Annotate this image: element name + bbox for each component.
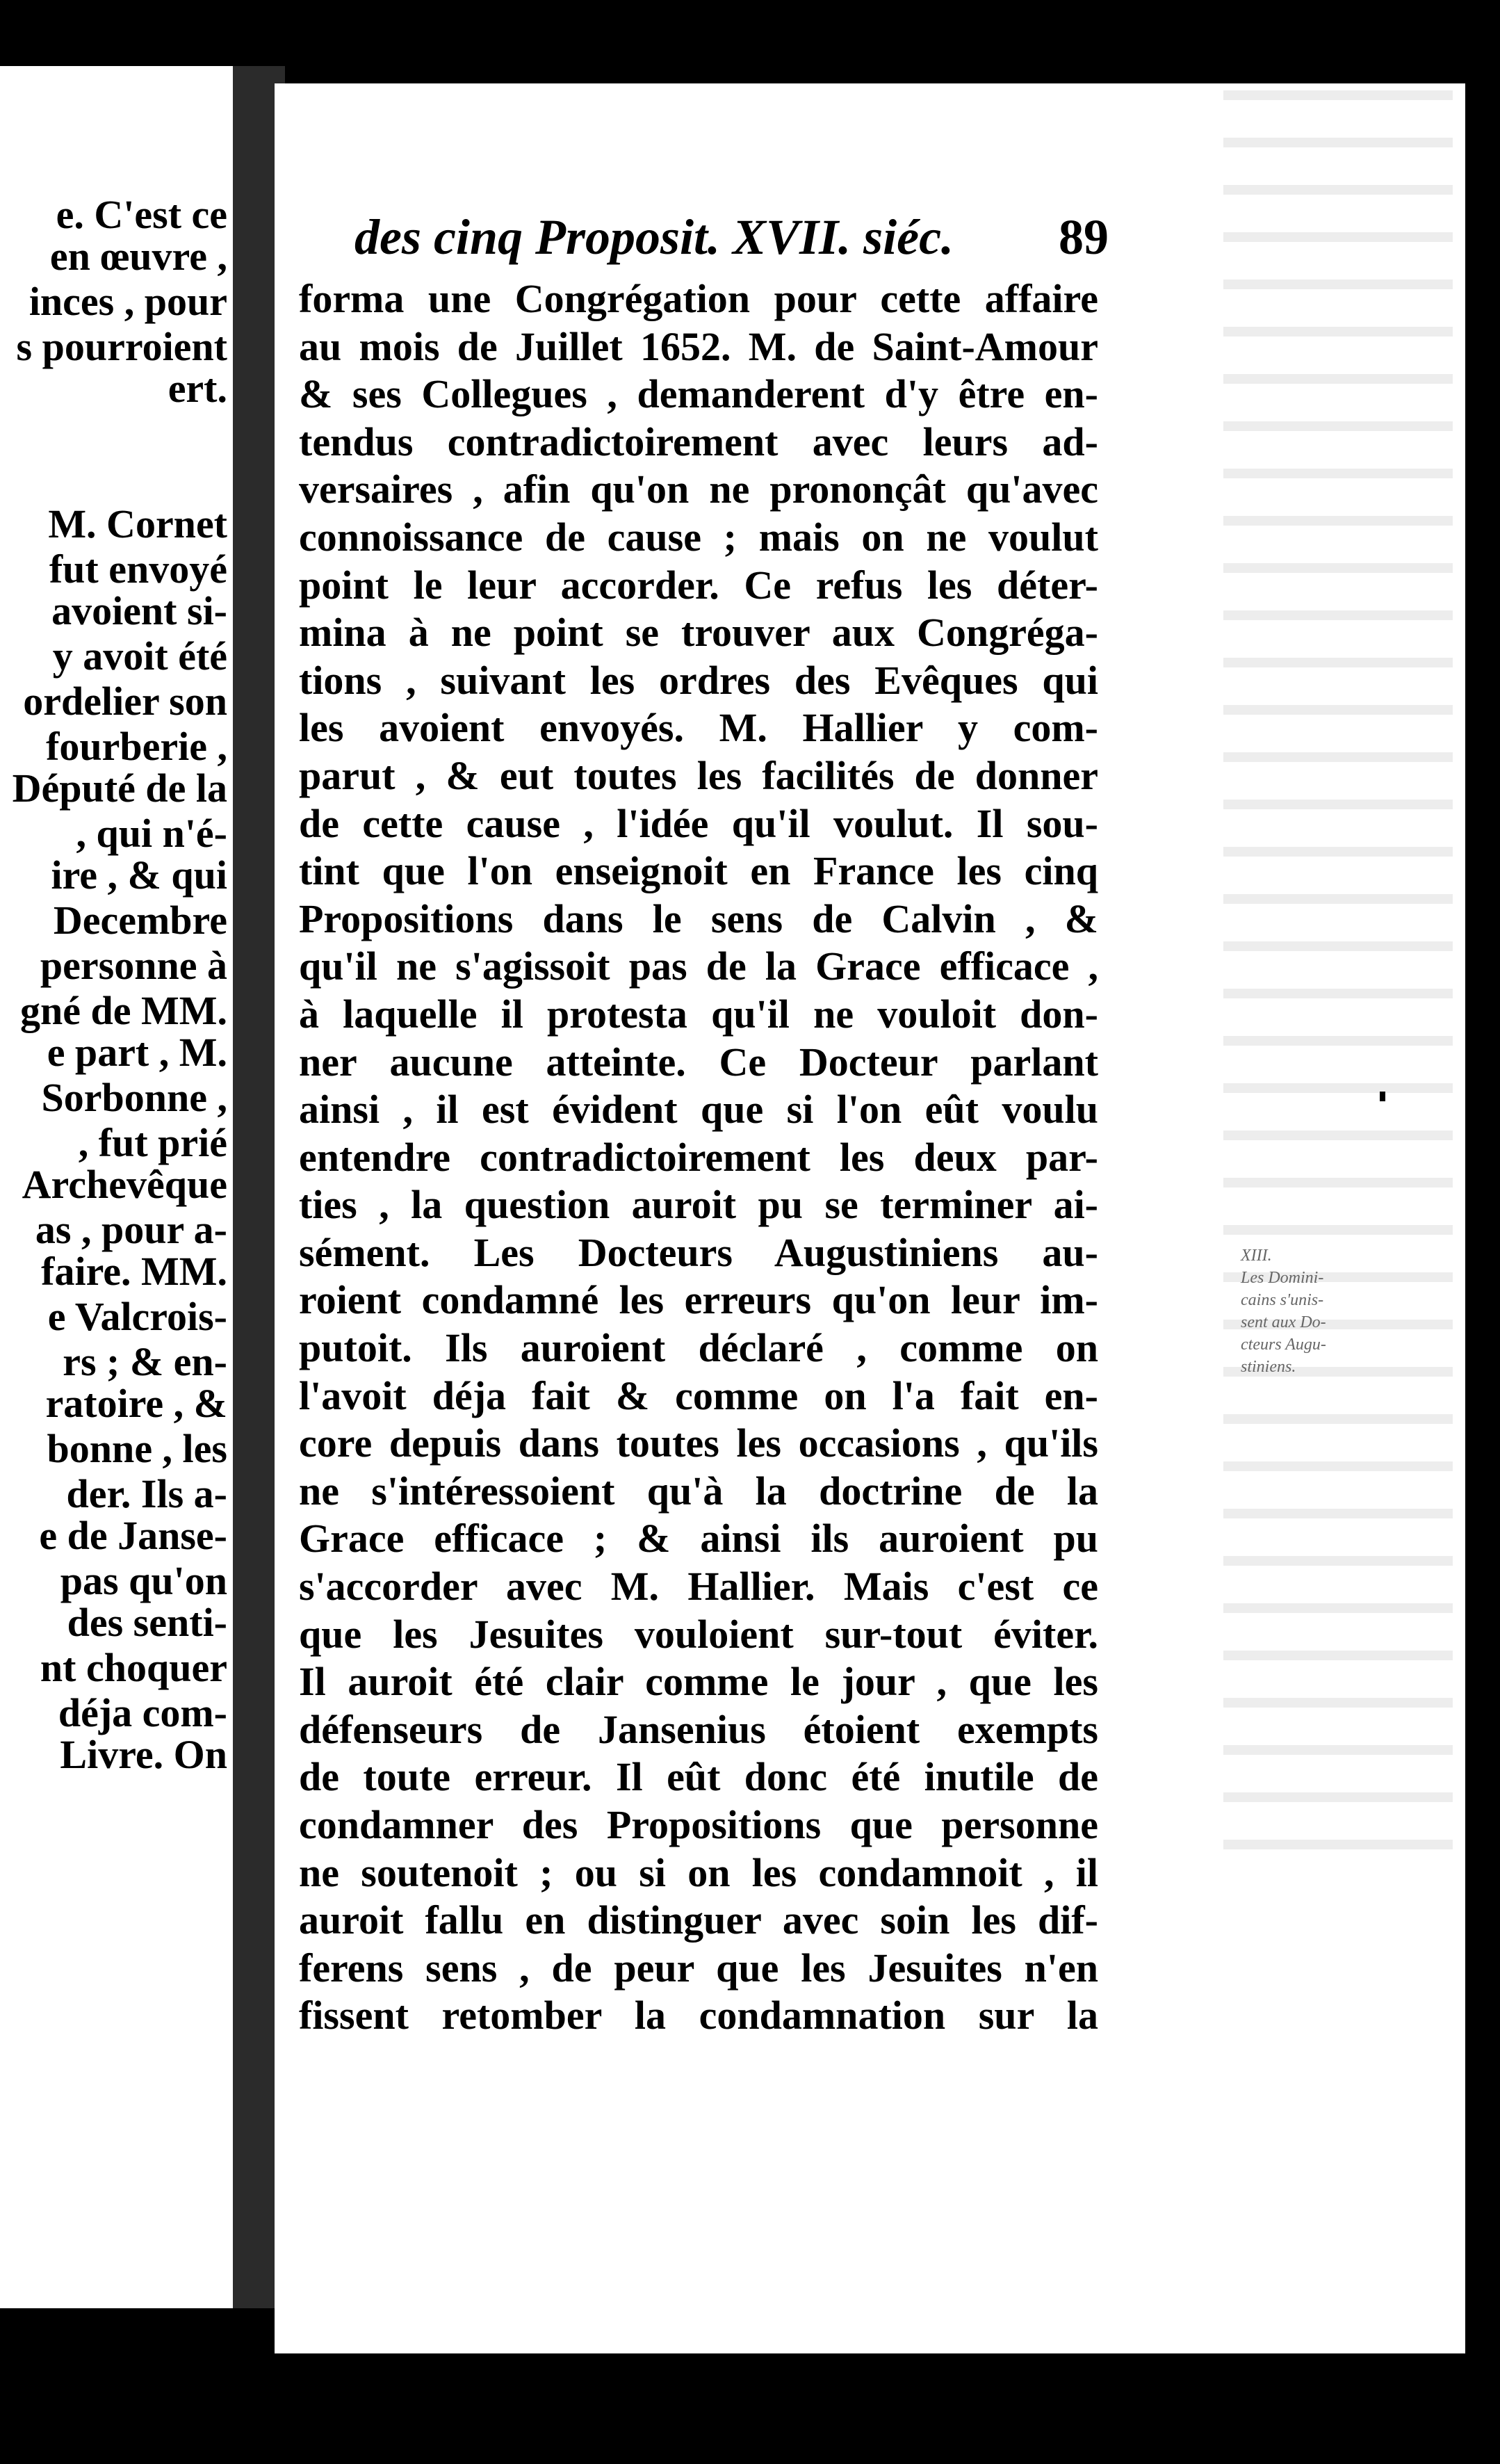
body-line: à laquelle il protesta qu'il ne vouloit don- (299, 991, 1098, 1037)
left-page-line: , qui n'é- (76, 811, 227, 856)
body-line: auroit fallu en distinguer avec soin les dif- (299, 1897, 1098, 1943)
ink-mark (1380, 1092, 1385, 1101)
body-line: Propositions dans le sens de Calvin , & (299, 895, 1098, 941)
left-page-line: ratoire , & (45, 1381, 227, 1426)
body-line: ner aucune atteinte. Ce Docteur parlant (299, 1039, 1098, 1085)
body-line: que les Jesuites vouloient sur-tout éviter. (299, 1611, 1098, 1657)
margin-note-line: XIII. (1241, 1247, 1272, 1265)
body-line: l'avoit déja fait & comme on l'a fait en- (299, 1372, 1098, 1418)
left-page-line: nt choquer (40, 1645, 227, 1690)
body-line: Grace efficace ; & ainsi ils auroient pu (299, 1516, 1098, 1562)
body-line: connoissance de cause ; mais on ne voulut (299, 514, 1098, 560)
left-page-line: e Valcrois- (47, 1294, 227, 1339)
left-page-line: Livre. On (60, 1732, 227, 1777)
left-page-line: M. Cornet (48, 501, 227, 546)
body-line: core depuis dans toutes les occasions , qu'ils (299, 1420, 1098, 1466)
left-page-line: déja com- (58, 1690, 227, 1735)
body-line: ferens sens , de peur que les Jesuites n'en (299, 1945, 1098, 1991)
page-number: 89 (1059, 209, 1109, 265)
show-through-text (1223, 90, 1453, 1863)
body-line: putoit. Ils auroient déclaré , comme on (299, 1325, 1098, 1371)
left-page-line: as , pour a- (35, 1207, 227, 1252)
body-line: les avoient envoyés. M. Hallier y com- (299, 705, 1098, 751)
body-line: condamner des Propositions que personne (299, 1802, 1098, 1847)
body-line: forma une Congrégation pour cette affaire (299, 276, 1098, 321)
left-page-line: faire. MM. (41, 1249, 227, 1294)
left-page-line: gné de MM. (20, 988, 227, 1033)
body-line: tint que l'on enseignoit en France les cinq (299, 848, 1098, 894)
left-page-line: der. Ils a- (66, 1471, 227, 1516)
body-line: Il auroit été clair comme le jour , que les (299, 1659, 1098, 1705)
margin-note-line: cteurs Augu- (1241, 1336, 1326, 1354)
body-line: de cette cause , l'idée qu'il voulut. Il sou- (299, 800, 1098, 846)
left-page (0, 66, 233, 2308)
left-page-line: en œuvre , (49, 234, 227, 279)
left-page-line: personne à (40, 943, 227, 988)
body-line: tions , suivant les ordres des Evêques qui (299, 657, 1098, 703)
body-line: roient condamné les erreurs qu'on leur im- (299, 1277, 1098, 1323)
body-line: mina à ne point se trouver aux Congréga- (299, 610, 1098, 656)
left-page-line: ordelier son (23, 679, 227, 724)
left-page-line: e. C'est ce (56, 192, 227, 237)
body-line: ne s'intéressoient qu'à la doctrine de la (299, 1468, 1098, 1514)
body-line: défenseurs de Jansenius étoient exempts (299, 1706, 1098, 1752)
left-page-line: inces , pour (28, 279, 227, 324)
left-page-line: s pourroient (16, 324, 227, 369)
body-line: qu'il ne s'agissoit pas de la Grace efficace , (299, 943, 1098, 989)
margin-note-line: cains s'unis- (1241, 1291, 1324, 1309)
left-page-line: Decembre (53, 898, 227, 943)
body-line: de toute erreur. Il eût donc été inutile de (299, 1754, 1098, 1800)
left-page-line: fourberie , (46, 724, 227, 769)
margin-note-line: Les Domini- (1241, 1269, 1324, 1287)
body-line: & ses Collegues , demanderent d'y être en- (299, 371, 1098, 417)
left-page-line: bonne , les (47, 1426, 227, 1471)
left-page-line: e de Janse- (39, 1513, 227, 1558)
running-head (354, 209, 1109, 278)
body-line: au mois de Juillet 1652. M. de Saint-Amour (299, 323, 1098, 369)
running-head-title: des cinq Proposit. XVII. siéc. (354, 209, 954, 265)
body-line: s'accorder avec M. Hallier. Mais c'est ce (299, 1564, 1098, 1610)
body-line: fissent retomber la condamnation sur la (299, 1993, 1098, 2039)
body-line: ties , la question auroit pu se terminer ai- (299, 1182, 1098, 1228)
left-page-line: Député de la (12, 765, 227, 811)
body-text (299, 275, 1098, 2040)
left-page-line: ert. (168, 366, 227, 411)
left-page-line: Archevêque (22, 1162, 227, 1207)
left-page-line: Sorbonne , (41, 1075, 227, 1120)
body-line: entendre contradictoirement les deux par- (299, 1134, 1098, 1180)
left-page-line: des senti- (67, 1600, 227, 1645)
body-line: ne soutenoit ; ou si on les condamnoit , il (299, 1849, 1098, 1895)
margin-note-line: stiniens. (1241, 1358, 1296, 1376)
body-line: parut , & eut toutes les facilités de donner (299, 752, 1098, 798)
body-line: versaires , afin qu'on ne prononçât qu'avec (299, 467, 1098, 512)
margin-note-line: sent aux Do- (1241, 1313, 1326, 1331)
left-page-line: pas qu'on (60, 1558, 227, 1603)
left-page-line: avoient si- (51, 588, 227, 633)
body-line: point le leur accorder. Ce refus les déter- (299, 562, 1098, 608)
left-page-line: e part , M. (47, 1030, 227, 1075)
body-line: sément. Les Docteurs Augustiniens au- (299, 1229, 1098, 1275)
left-page-line: y avoit été (52, 633, 227, 679)
body-line: tendus contradictoirement avec leurs ad- (299, 419, 1098, 464)
left-page-line: , fut prié (78, 1120, 227, 1165)
left-page-line: fut envoyé (49, 546, 227, 592)
left-page-line: ire , & qui (51, 852, 227, 898)
margin-note (1241, 1245, 1352, 1378)
left-page-line: rs ; & en- (63, 1339, 227, 1384)
body-line: ainsi , il est évident que si l'on eût voulu (299, 1087, 1098, 1133)
